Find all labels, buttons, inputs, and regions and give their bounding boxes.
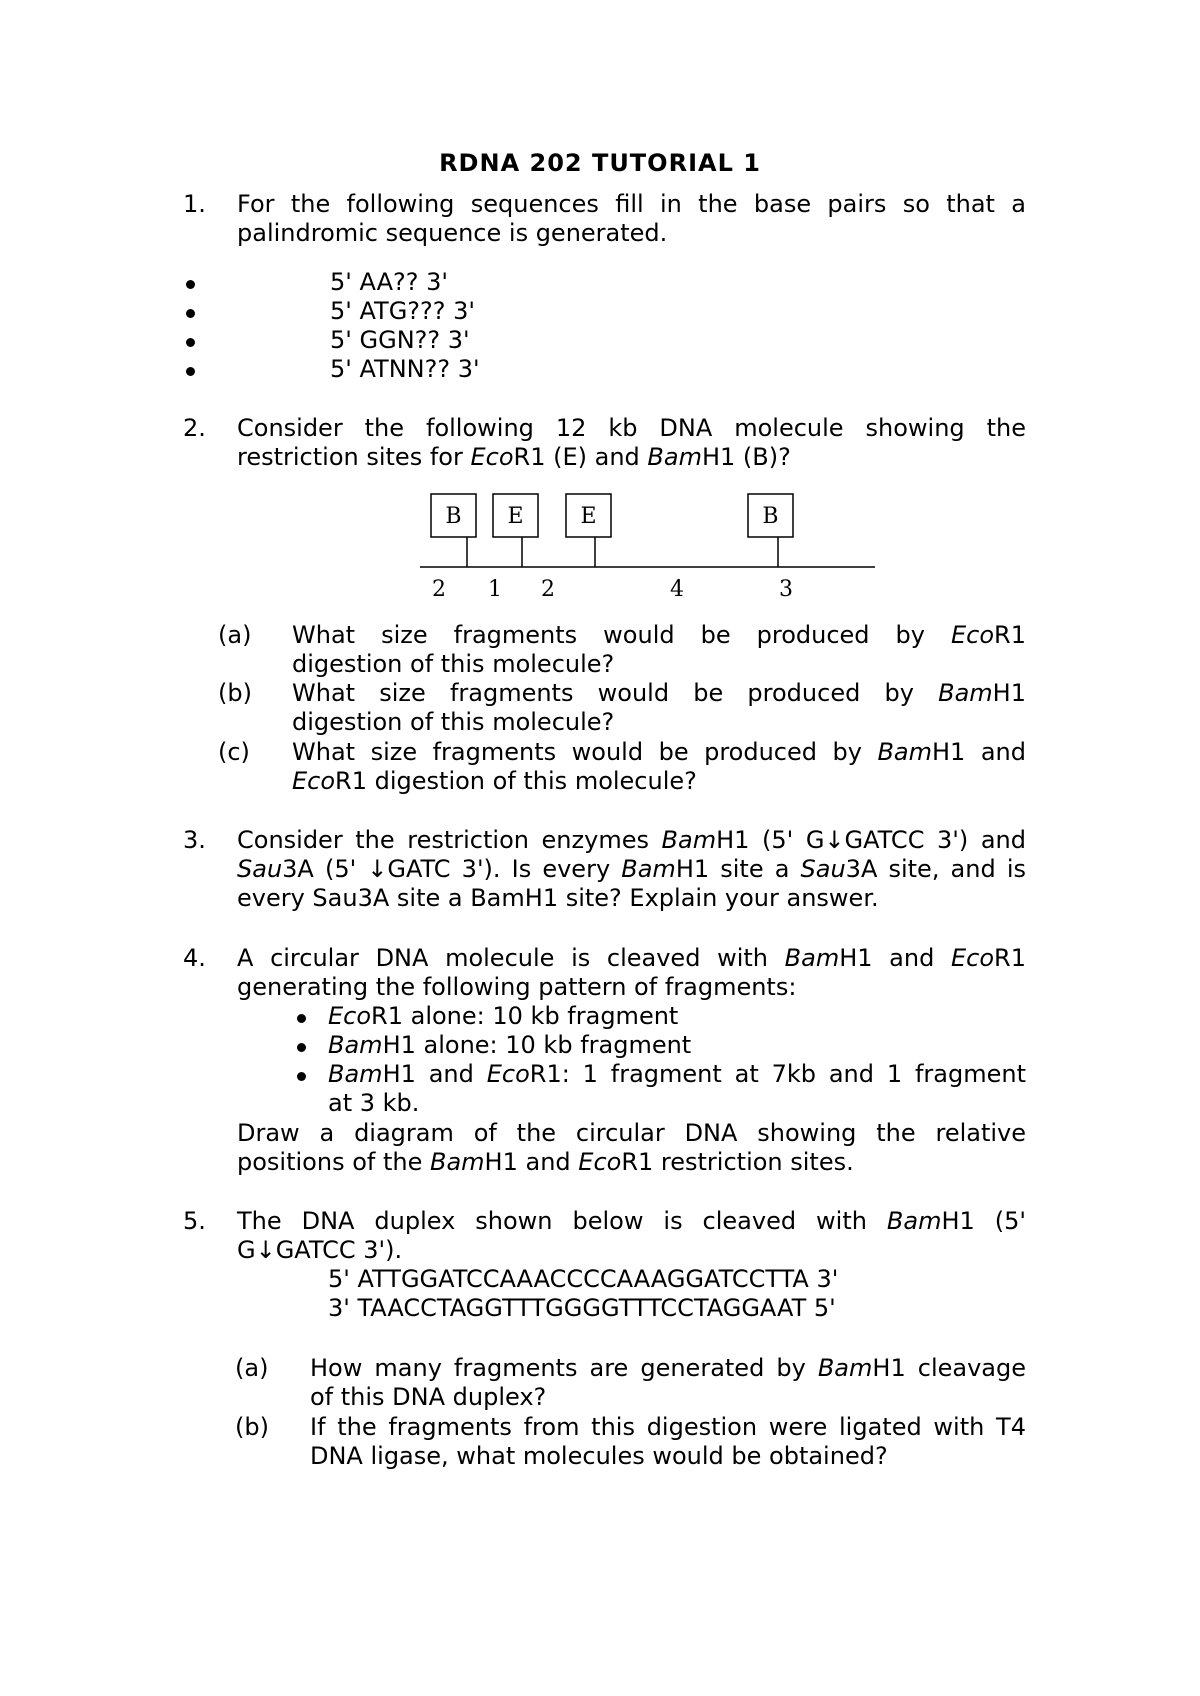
q4-line4: positions of the BamH1 and EcoR1 restriction sites. bbox=[237, 1148, 854, 1176]
q5b-line1: If the fragments from this digestion were ligated with T4 bbox=[310, 1413, 1026, 1441]
q2-line2: restriction sites for EcoR1 (E) and BamH1 (B)? bbox=[237, 443, 791, 471]
q5a-label: (a) bbox=[235, 1354, 269, 1382]
dna-sequence-top: 5' ATTGGATCCAAACCCCAAAGGATCCTTA 3' bbox=[328, 1265, 839, 1293]
q2a-line2: digestion of this molecule? bbox=[292, 650, 615, 678]
q5a-line1: How many fragments are generated by BamH1 cleavage bbox=[310, 1354, 1026, 1382]
q1-number: 1. bbox=[183, 190, 206, 218]
q3-line1: Consider the restriction enzymes BamH1 (5' G↓GATCC 3') and bbox=[237, 826, 1026, 854]
dna-sequence-bottom: 3' TAACCTAGGTTTGGGGTTTCCTAGGAAT 5' bbox=[328, 1294, 836, 1322]
q2-line1: Consider the following 12 kb DNA molecule showing the bbox=[237, 414, 1026, 442]
q5-number: 5. bbox=[183, 1207, 206, 1235]
q4-line3: Draw a diagram of the circular DNA showing the relative bbox=[237, 1119, 1026, 1147]
q3-number: 3. bbox=[183, 826, 206, 854]
q5a-line2: of this DNA duplex? bbox=[310, 1383, 547, 1411]
site-label: E bbox=[580, 504, 597, 529]
q4-number: 4. bbox=[183, 944, 206, 972]
site-box bbox=[431, 494, 476, 567]
site-label: B bbox=[762, 504, 779, 529]
q4-bullet3: BamH1 and EcoR1: 1 fragment at 7kb and 1 fragment bbox=[328, 1060, 1026, 1088]
q2c-line1: What size fragments would be produced by BamH1 and bbox=[292, 738, 1026, 766]
q1-item: 5' ATNN?? 3' bbox=[330, 355, 480, 383]
bullet-icon bbox=[297, 1014, 306, 1023]
bullet-icon bbox=[297, 1072, 306, 1081]
page-title: RDNA 202 TUTORIAL 1 bbox=[439, 149, 761, 177]
q5-line2: G↓GATCC 3'). bbox=[237, 1236, 403, 1264]
restriction-map-diagram bbox=[0, 0, 1200, 640]
q5-line1: The DNA duplex shown below is cleaved with BamH1 (5' bbox=[237, 1207, 1026, 1235]
q5b-line2: DNA ligase, what molecules would be obtained? bbox=[310, 1442, 888, 1470]
q2c-label: (c) bbox=[218, 738, 250, 766]
q5b-label: (b) bbox=[235, 1413, 269, 1441]
q1-line2: palindromic sequence is generated. bbox=[237, 219, 668, 247]
q1-line1: For the following sequences fill in the base pairs so that a bbox=[237, 190, 1026, 218]
site-label: B bbox=[445, 504, 462, 529]
q2-number: 2. bbox=[183, 414, 206, 442]
q4-bullet2: BamH1 alone: 10 kb fragment bbox=[328, 1031, 692, 1059]
segment-length: 4 bbox=[670, 577, 684, 602]
q2b-line2: digestion of this molecule? bbox=[292, 708, 615, 736]
q4-bullet3-line2: at 3 kb. bbox=[328, 1089, 420, 1117]
q1-item: 5' AA?? 3' bbox=[330, 268, 448, 296]
q2b-label: (b) bbox=[218, 679, 252, 707]
q2a-label: (a) bbox=[218, 621, 252, 649]
q2c-line2: EcoR1 digestion of this molecule? bbox=[292, 767, 697, 795]
q4-bullet1: EcoR1 alone: 10 kb fragment bbox=[328, 1002, 679, 1030]
q1-item: 5' GGN?? 3' bbox=[330, 326, 470, 354]
bullet-icon bbox=[297, 1043, 306, 1052]
segment-length: 1 bbox=[488, 577, 502, 602]
q1-item: 5' ATG??? 3' bbox=[330, 297, 476, 325]
q2a-line1: What size fragments would be produced by EcoR1 bbox=[292, 621, 1026, 649]
site-box bbox=[748, 494, 793, 567]
site-box bbox=[493, 494, 538, 567]
segment-length: 2 bbox=[432, 577, 446, 602]
segment-length: 2 bbox=[541, 577, 555, 602]
q3-line2: Sau3A (5' ↓GATC 3'). Is every BamH1 site a Sau3A site, and is bbox=[237, 855, 1026, 883]
q4-line1: A circular DNA molecule is cleaved with BamH1 and EcoR1 bbox=[237, 944, 1026, 972]
segment-length: 3 bbox=[779, 577, 793, 602]
q2b-line1: What size fragments would be produced by BamH1 bbox=[292, 679, 1026, 707]
q4-line2: generating the following pattern of fragments: bbox=[237, 973, 797, 1001]
q3-line3: every Sau3A site a BamH1 site? Explain your answer. bbox=[237, 884, 879, 912]
site-label: E bbox=[507, 504, 524, 529]
site-box bbox=[566, 494, 611, 567]
